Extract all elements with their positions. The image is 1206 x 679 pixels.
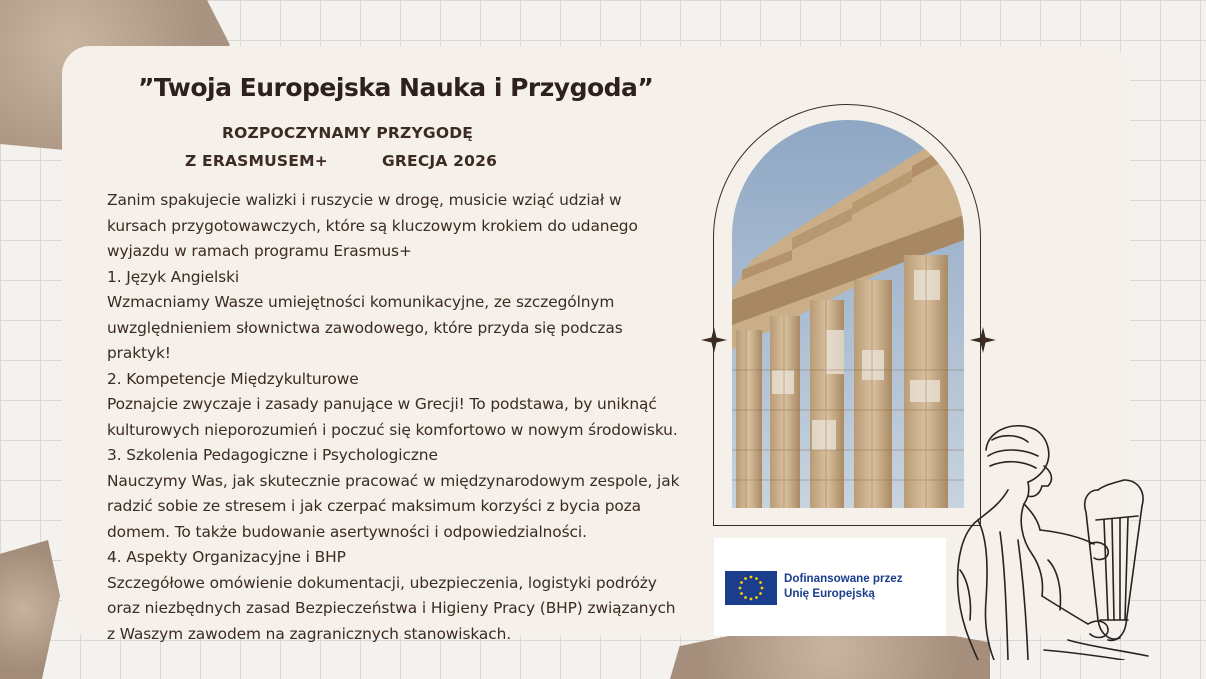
eu-star-icon	[750, 598, 753, 601]
sparkle-icon	[701, 327, 727, 353]
sparkle-icon	[970, 327, 996, 353]
body-line: Szczegółowe omówienie dokumentacji, ubezpieczenia, logistyki podróży	[107, 573, 657, 592]
page-title: ”Twoja Europejska Nauka i Przygoda”	[138, 73, 654, 102]
subtitle-greece: GRECJA 2026	[382, 152, 498, 170]
eu-star-icon	[761, 587, 764, 590]
body-line: oraz niezbędnych zasad Bezpieczeństwa i Higieny Pracy (BHP) związanych	[107, 599, 676, 617]
section-heading-intercultural: 2. Kompetencje Międzykulturowe	[107, 369, 359, 388]
eu-star-icon	[755, 577, 758, 580]
body-line: wyjazdu w ramach programu Erasmus+	[107, 242, 412, 260]
greek-goddess-with-lyre-illustration	[948, 420, 1168, 660]
section-heading-pedagogy: 3. Szkolenia Pedagogiczne i Psychologiczne	[107, 446, 438, 464]
eu-star-icon	[744, 596, 747, 599]
eu-funding-text	[784, 571, 903, 601]
section-heading-bhp: 4. Aspekty Organizacyjne i BHP	[107, 548, 346, 566]
body-line: kursach przygotowawczych, które są kluczowym krokiem do udanego	[107, 216, 638, 235]
paper-scrap-decoration-bottom	[670, 632, 990, 679]
eu-star-icon	[740, 592, 743, 595]
body-line: radzić sobie ze stresem i jak czerpać maksimum korzyści z bycia poza	[107, 497, 641, 515]
eu-line-1: Dofinansowane przez	[784, 572, 903, 585]
body-line: domem. To także budowanie asertywności i odpowiedzialności.	[107, 522, 587, 541]
eu-funding-logo	[714, 538, 946, 636]
eu-star-icon	[740, 581, 743, 584]
body-line: uwzględnieniem słownictwa zawodowego, które przyda się podczas	[107, 318, 623, 337]
body-text	[107, 188, 707, 647]
body-line: Wzmacniamy Wasze umiejętności komunikacyjne, ze szczególnym	[107, 293, 615, 311]
subtitle-erasmus: Z ERASMUSEM+	[185, 152, 328, 170]
body-line: z Waszym zawodem na zagranicznych stanowiskach.	[107, 624, 512, 643]
eu-star-icon	[739, 587, 742, 590]
parthenon-photo	[732, 120, 964, 508]
body-line: praktyk!	[107, 344, 171, 362]
eu-star-icon	[744, 577, 747, 580]
eu-line-2: Unię Europejską	[784, 587, 875, 600]
eu-star-icon	[750, 576, 753, 579]
eu-star-icon	[759, 581, 762, 584]
body-line: Zanim spakujecie walizki i ruszycie w drogę, musicie wziąć udział w	[107, 191, 622, 209]
body-line: Poznajcie zwyczaje i zasady panujące w Grecji! To podstawa, by uniknąć	[107, 395, 657, 413]
section-heading-english: 1. Język Angielski	[107, 267, 240, 286]
eu-star-icon	[755, 596, 758, 599]
eu-star-icon	[759, 592, 762, 595]
body-line: kulturowych nieporozumień i poczuć się komfortowo w nowym środowisku.	[107, 420, 678, 439]
subtitle-line-1: ROZPOCZYNAMY PRZYGODĘ	[222, 124, 474, 142]
eu-flag-icon	[725, 571, 777, 605]
body-line: Nauczymy Was, jak skutecznie pracować w międzynarodowym zespole, jak	[107, 471, 680, 490]
paper-scrap-decoration-left	[0, 540, 60, 679]
